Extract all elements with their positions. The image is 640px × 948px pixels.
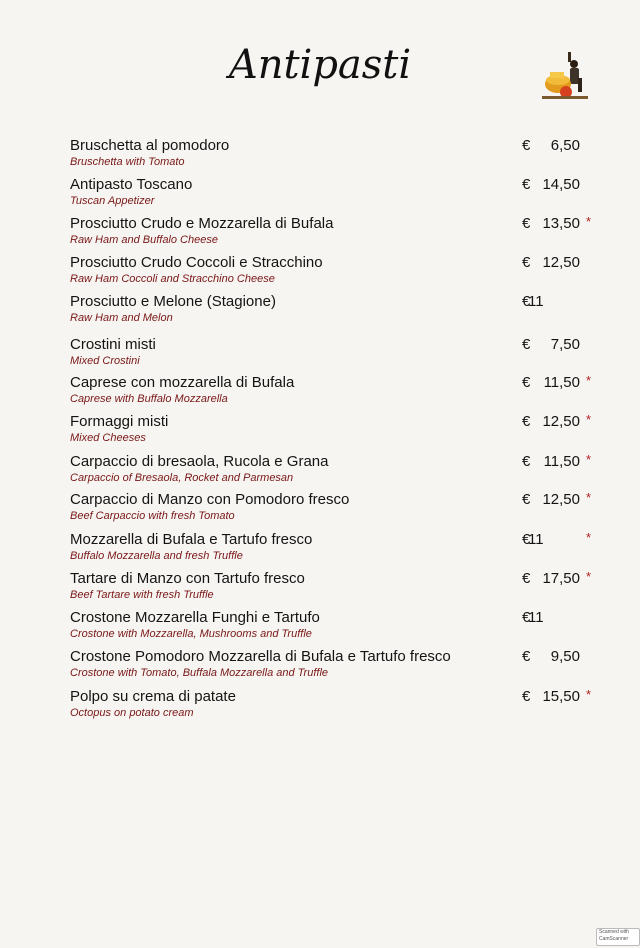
item-name: Prosciutto e Melone (Stagione) bbox=[70, 293, 276, 310]
menu-item bbox=[70, 215, 610, 251]
item-translation: Caprese with Buffalo Mozzarella bbox=[70, 393, 228, 405]
price-amount: 17,50 bbox=[542, 570, 580, 587]
special-mark: * bbox=[586, 530, 592, 545]
price-amount: 15,50 bbox=[542, 688, 580, 705]
item-name: Crostone Pomodoro Mozzarella di Bufala e Tartufo fresco bbox=[70, 648, 451, 665]
price-currency: € bbox=[522, 609, 531, 626]
menu-item bbox=[70, 336, 610, 372]
item-translation: Octopus on potato cream bbox=[70, 707, 194, 719]
price-currency: € bbox=[522, 491, 531, 508]
special-mark: * bbox=[586, 569, 592, 584]
menu-item bbox=[70, 137, 610, 173]
item-name: Carpaccio di Manzo con Pomodoro fresco bbox=[70, 491, 350, 508]
price-amount: 11 bbox=[528, 609, 544, 626]
item-name: Prosciutto Crudo e Mozzarella di Bufala bbox=[70, 215, 334, 232]
menu-item bbox=[70, 254, 610, 290]
price-amount: 12,50 bbox=[542, 254, 580, 271]
menu-item bbox=[70, 374, 610, 410]
price-amount: 11 bbox=[528, 293, 544, 310]
price-currency: € bbox=[522, 215, 531, 232]
item-name: Caprese con mozzarella di Bufala bbox=[70, 374, 295, 391]
item-translation: Raw Ham Coccoli and Stracchino Cheese bbox=[70, 273, 275, 285]
special-mark: * bbox=[586, 412, 592, 427]
menu-item bbox=[70, 491, 610, 527]
item-translation: Crostone with Tomato, Buffala Mozzarella and Truffle bbox=[70, 667, 329, 679]
page-title: Antipasti bbox=[228, 42, 412, 88]
price-amount: 9,50 bbox=[550, 648, 580, 665]
item-name: Formaggi misti bbox=[70, 413, 169, 430]
item-name: Prosciutto Crudo Coccoli e Stracchino bbox=[70, 254, 323, 271]
price-currency: € bbox=[522, 293, 531, 310]
special-mark: * bbox=[586, 214, 592, 229]
price-currency: € bbox=[522, 336, 531, 353]
scanner-badge bbox=[596, 928, 640, 946]
price-currency: € bbox=[522, 413, 531, 430]
price-currency: € bbox=[522, 254, 531, 271]
item-translation: Raw Ham and Melon bbox=[70, 312, 173, 324]
item-name: Polpo su crema di patate bbox=[70, 688, 236, 705]
price-currency: € bbox=[522, 531, 531, 548]
menu-item bbox=[70, 413, 610, 449]
price-amount: 6,50 bbox=[550, 137, 580, 154]
price-amount: 11 bbox=[528, 531, 544, 548]
item-translation: Crostone with Mozzarella, Mushrooms and Truffle bbox=[70, 628, 312, 640]
price-currency: € bbox=[522, 570, 531, 587]
item-name: Carpaccio di bresaola, Rucola e Grana bbox=[70, 453, 329, 470]
item-name: Antipasto Toscano bbox=[70, 176, 193, 193]
special-mark: * bbox=[586, 452, 592, 467]
scanner-badge-line1: Scanned with bbox=[599, 929, 630, 935]
item-name: Crostone Mozzarella Funghi e Tartufo bbox=[70, 609, 320, 626]
price-currency: € bbox=[522, 137, 531, 154]
menu-item bbox=[70, 453, 610, 489]
item-translation: Mixed Cheeses bbox=[70, 432, 146, 444]
price-currency: € bbox=[522, 453, 531, 470]
item-name: Crostini misti bbox=[70, 336, 156, 353]
item-name: Bruschetta al pomodoro bbox=[70, 137, 230, 154]
price-currency: € bbox=[522, 176, 531, 193]
price-amount: 13,50 bbox=[542, 215, 580, 232]
item-translation: Mixed Crostini bbox=[70, 355, 140, 367]
price-currency: € bbox=[522, 688, 531, 705]
menu-item bbox=[70, 293, 610, 329]
menu-item bbox=[70, 570, 610, 606]
item-translation: Raw Ham and Buffalo Cheese bbox=[70, 234, 218, 246]
price-amount: 12,50 bbox=[542, 491, 580, 508]
price-amount: 11,50 bbox=[543, 453, 580, 470]
price-amount: 14,50 bbox=[542, 176, 580, 193]
menu-item bbox=[70, 688, 610, 724]
menu-item bbox=[70, 609, 610, 645]
price-currency: € bbox=[522, 648, 531, 665]
price-amount: 7,50 bbox=[550, 336, 580, 353]
item-translation: Bruschetta with Tomato bbox=[70, 156, 185, 168]
item-translation: Carpaccio of Bresaola, Rocket and Parmesan bbox=[70, 472, 294, 484]
menu-item bbox=[70, 176, 610, 212]
price-currency: € bbox=[522, 374, 531, 391]
item-translation: Buffalo Mozzarella and fresh Truffle bbox=[70, 550, 243, 562]
item-translation: Beef Carpaccio with fresh Tomato bbox=[70, 510, 235, 522]
item-name: Tartare di Manzo con Tartufo fresco bbox=[70, 570, 305, 587]
special-mark: * bbox=[586, 490, 592, 505]
item-translation: Tuscan Appetizer bbox=[70, 195, 155, 207]
price-amount: 12,50 bbox=[542, 413, 580, 430]
special-mark: * bbox=[586, 373, 592, 388]
price-amount: 11,50 bbox=[543, 374, 580, 391]
special-mark: * bbox=[586, 687, 592, 702]
menu-item bbox=[70, 648, 610, 684]
item-name: Mozzarella di Bufala e Tartufo fresco bbox=[70, 531, 313, 548]
item-translation: Beef Tartare with fresh Truffle bbox=[70, 589, 214, 601]
menu-item bbox=[70, 531, 610, 567]
scanner-badge-line2: CamScanner bbox=[599, 936, 629, 942]
